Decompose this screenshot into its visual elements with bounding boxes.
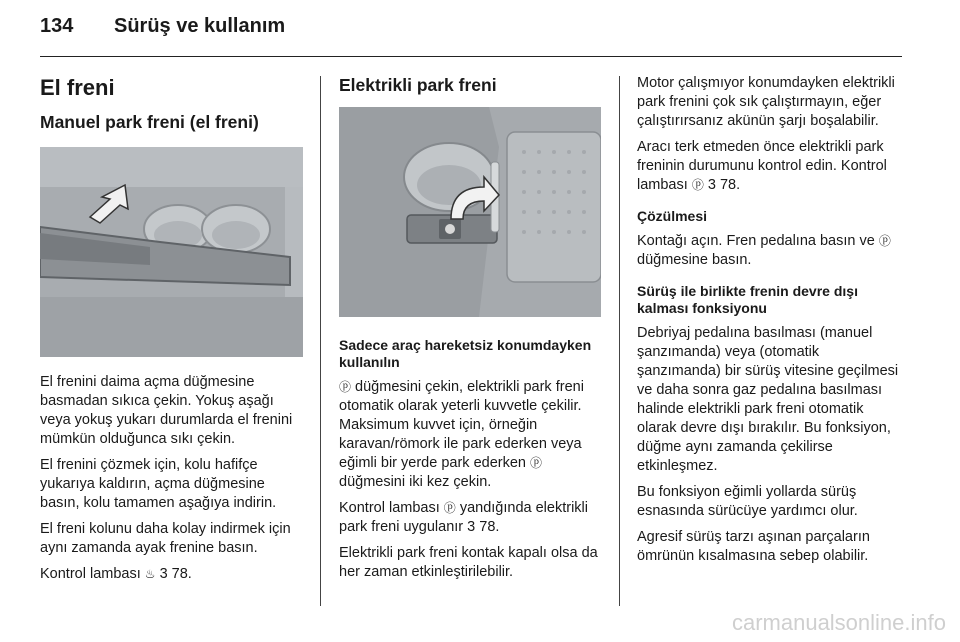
paragraph: Debriyaj pedalına basılması (manuel şanzımanda) veya (otomatik şanzımanda) bir sürüş vitesine geçilmesi ve daha sonra gaz pedalına basılması halinde elektrikli park freni otomatik olarak devre dışı bırakılır. Bu fonksiyon, düğme aynı zamanda çekilirse etkinleşmez. (637, 325, 899, 474)
handbrake-warning-icon: ♨ (144, 567, 156, 581)
electric-parking-brake-illustration (339, 107, 601, 317)
subsection-heading: Manuel park freni (el freni) (40, 112, 259, 132)
handbrake-illustration (40, 147, 303, 357)
parking-brake-icon: ⓟ (878, 234, 891, 248)
paragraph: Elektrikli park freni kontak kapalı olsa da her zaman etkinleştirilebilir. (339, 545, 598, 580)
paragraph: Motor çalışmıyor konumdayken elektrikli park frenini çok sık çalıştırmayın, eğer çalıştırırsanız akünün şarjı boşalabilir. (637, 75, 895, 129)
page-reference: 3 78. (159, 566, 192, 582)
paragraph: El freni kolunu daha kolay indirmek için aynı zamanda ayak frenine basın. (40, 521, 291, 556)
parking-brake-icon: ⓟ (339, 380, 352, 394)
column-divider-1 (320, 76, 321, 606)
middle-column (339, 74, 605, 589)
paragraph: Kontrol lambası ⓟ yandığında elektrikli park freni uygulanır 3 78. (339, 500, 588, 535)
paragraph: El frenini daima açma düğmesine basmadan sıkıca çekin. Yokuş aşağı veya yokuş yukarı durumlarda el frenini mümkün olduğunca sıkı çekin. (40, 374, 293, 447)
handbrake-drawing (40, 147, 303, 357)
header-rule (40, 56, 902, 57)
paragraph: Aracı terk etmeden önce elektrikli park freninin durumunu kontrol edin. Kontrol lambası ⓟ 3 78. (637, 139, 887, 193)
page-reference: 3 78. (707, 177, 741, 193)
section-heading: Elektrikli park freni (339, 75, 497, 95)
section-title: Sürüş ve kullanım (114, 15, 286, 37)
subheading: Çözülmesi (637, 208, 708, 224)
paragraph: Bu fonksiyon eğimli yollarda sürüş esnasında sürücüye yardımcı olur. (637, 484, 858, 519)
parking-brake-icon: ⓟ (530, 456, 543, 470)
paragraph: El frenini çözmek için, kolu hafifçe yukarıya kaldırın, açma düğmesine basın, kolu tamamen aşağıya indirin. (40, 457, 277, 511)
paragraph: ⓟ düğmesini çekin, elektrikli park freni otomatik olarak yeterli kuvvetle çekilir. Maksimum kuvvet için, örneğin karavan/römork ile park ederken veya eğimli bir yerde park ederken ⓟ düğmesini iki kez çekin. (339, 379, 584, 490)
subheading: Sürüş ile birlikte frenin devre dışı kalması fonksiyonu (637, 283, 858, 316)
paragraph: Kontağı açın. Fren pedalına basın ve ⓟ düğmesine basın. (637, 233, 891, 268)
page-reference: 3 78. (467, 519, 500, 535)
watermark: carmanualsonline.info (731, 610, 946, 635)
electric-brake-drawing (339, 107, 601, 317)
parking-brake-icon: ⓟ (691, 178, 704, 192)
right-column (637, 74, 905, 573)
left-column (40, 74, 306, 591)
column-divider-2 (619, 76, 620, 606)
subheading: Sadece araç hareketsiz konumdayken kullanılın (339, 337, 592, 370)
paragraph: Kontrol lambası ♨ 3 78. (40, 566, 192, 582)
page-header (40, 15, 285, 38)
page-number: 134 (40, 15, 74, 37)
paragraph: Agresif sürüş tarzı aşınan parçaların ömrünün kısalmasına sebep olabilir. (637, 529, 870, 564)
section-heading: El freni (40, 75, 115, 100)
parking-brake-icon: ⓟ (443, 501, 456, 515)
